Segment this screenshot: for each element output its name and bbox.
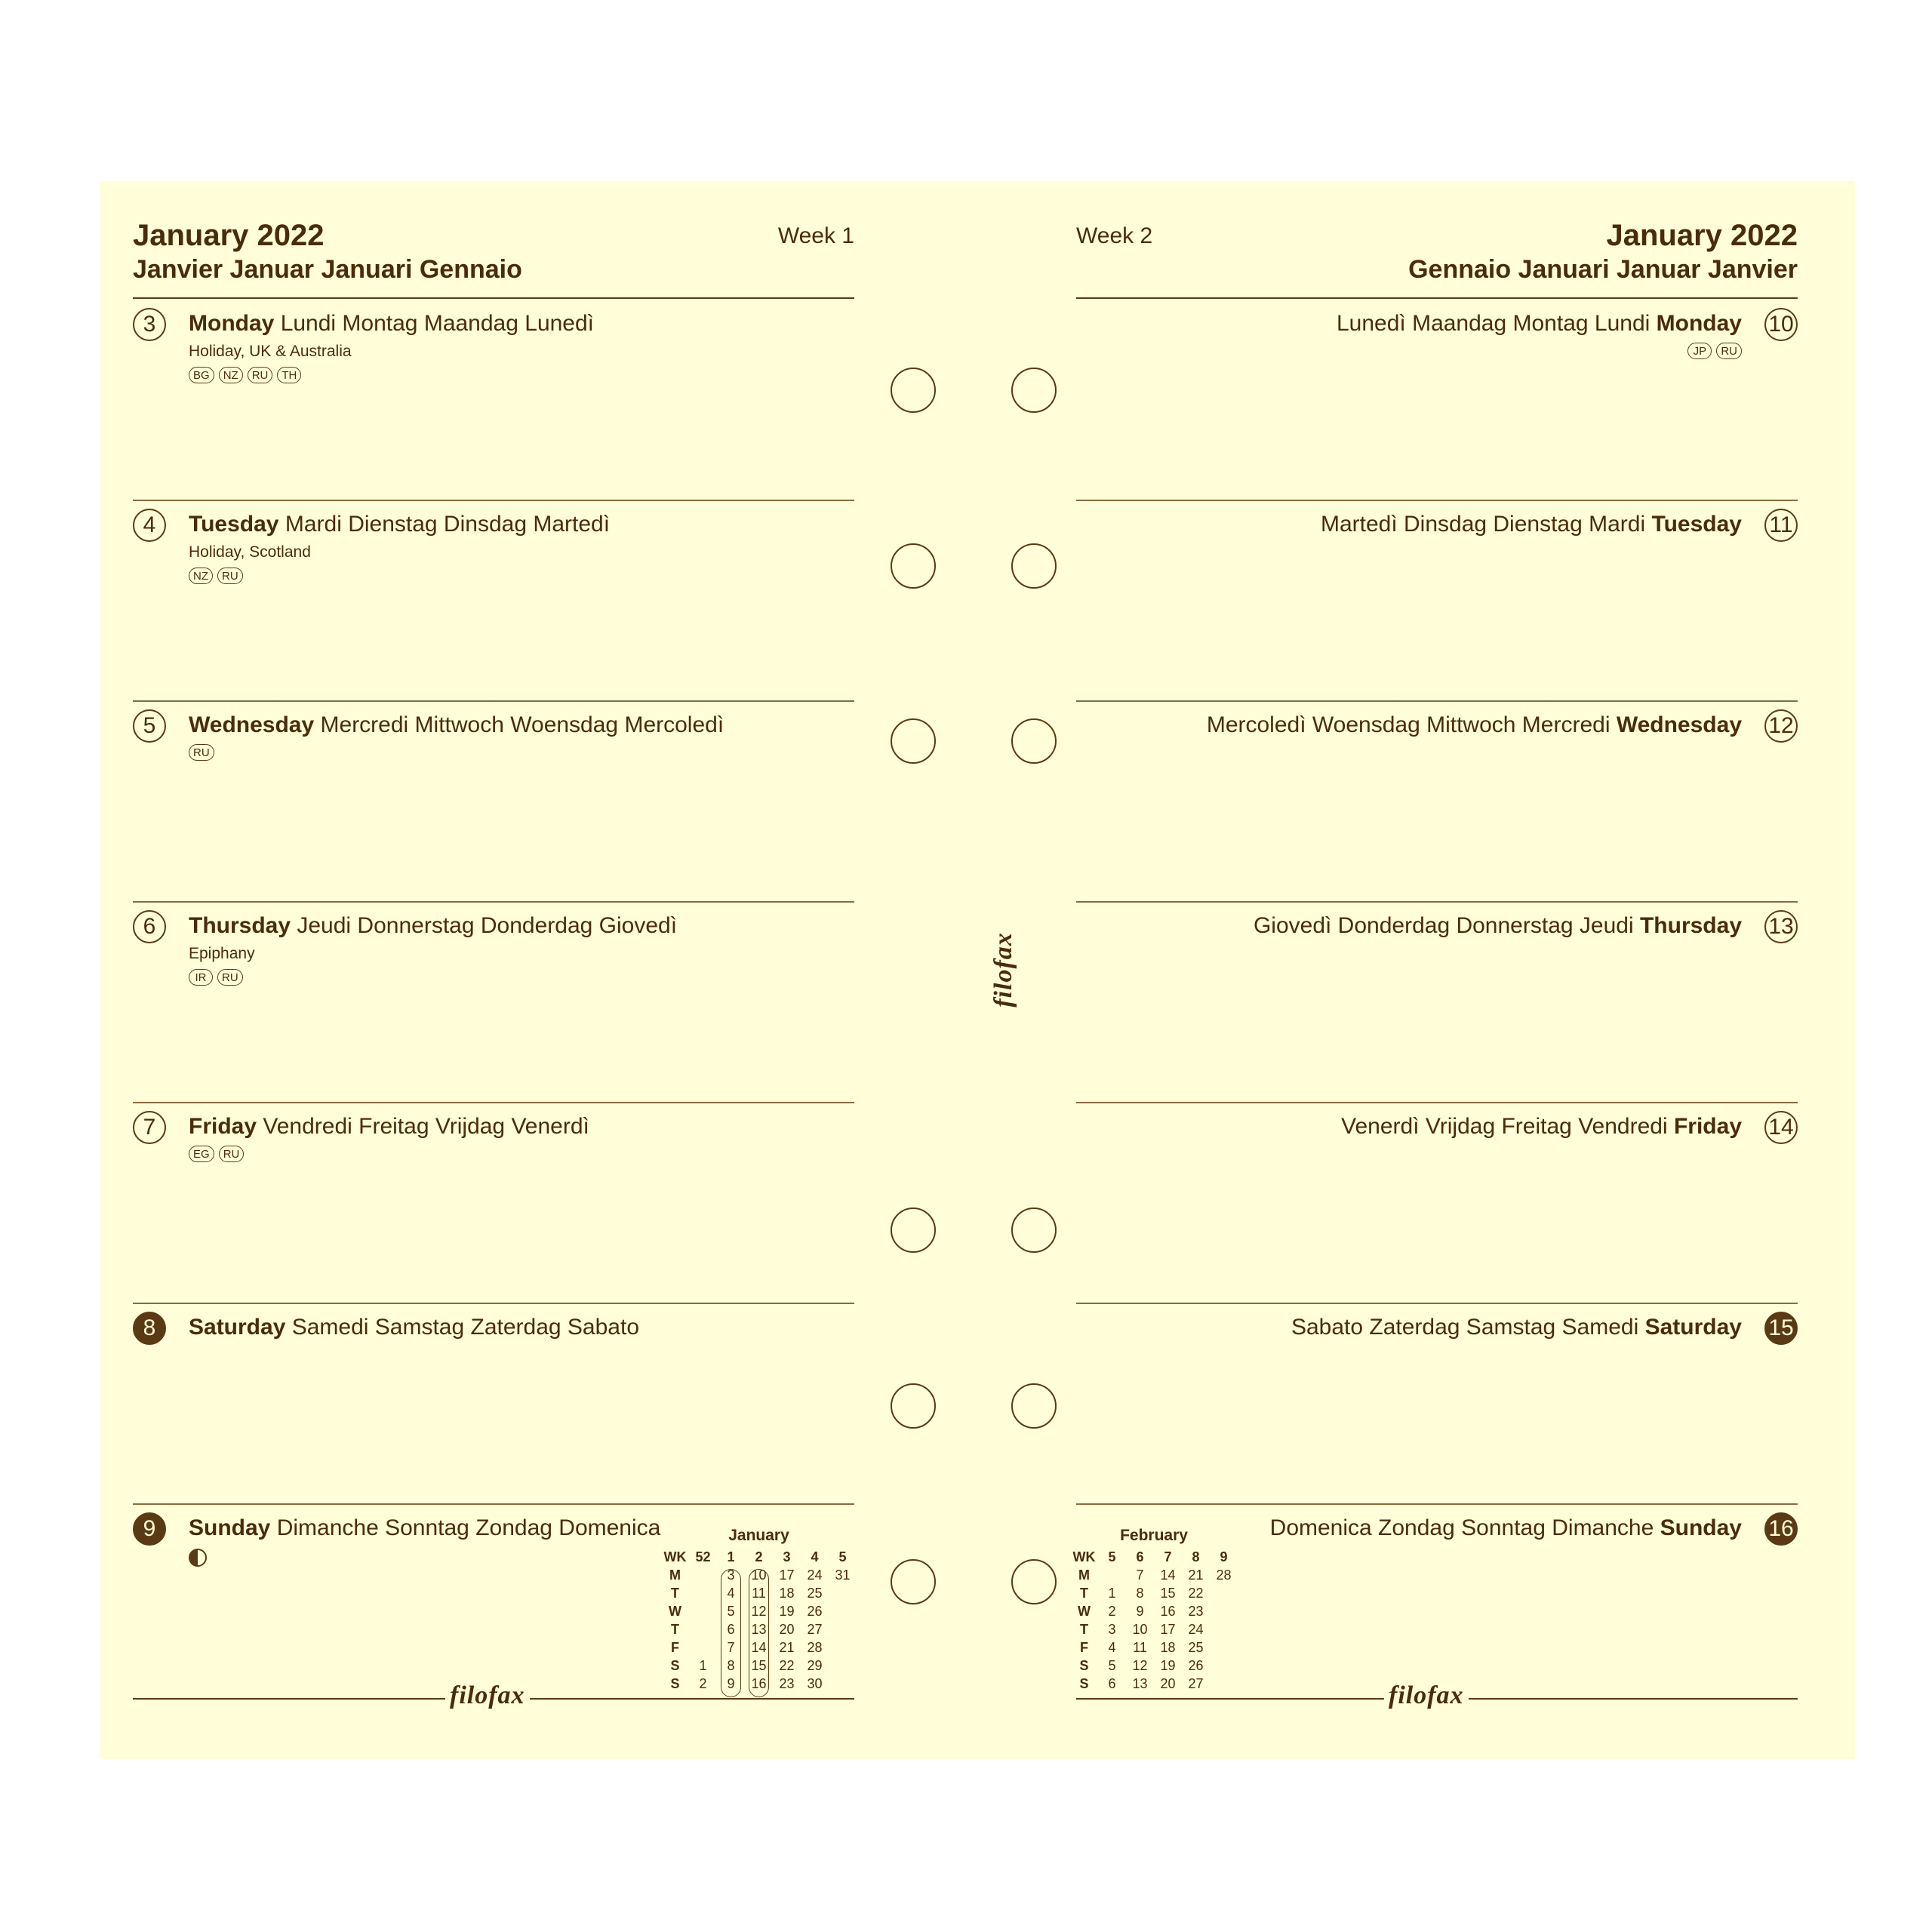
day-rule — [1076, 1503, 1798, 1505]
day-rule — [133, 500, 854, 501]
mini-date: 12 — [1132, 1658, 1148, 1673]
mini-date: 14 — [1160, 1567, 1176, 1583]
mini-date: 2 — [699, 1676, 707, 1691]
day-name: Sunday — [1660, 1515, 1742, 1540]
mini-date: 14 — [751, 1640, 767, 1655]
day-translations: Samedi Samstag Zaterdag Sabato — [291, 1315, 640, 1340]
current-week-highlight — [749, 1569, 769, 1697]
mini-week-number: 2 — [755, 1549, 763, 1564]
day-rule — [133, 1102, 854, 1103]
mini-date — [829, 1638, 857, 1657]
mini-date: 20 — [779, 1622, 795, 1637]
country-badges — [189, 1146, 244, 1162]
mini-weekday-label: S — [670, 1676, 680, 1691]
holiday-note: Epiphany — [189, 945, 255, 962]
mini-date: 22 — [779, 1658, 795, 1673]
day-name-line — [189, 1515, 660, 1541]
day-name-line — [189, 712, 724, 738]
mini-date: 13 — [751, 1622, 767, 1637]
day-rule — [1076, 700, 1798, 702]
mini-date — [1210, 1675, 1238, 1693]
mini-calendar-row — [1070, 1566, 1238, 1584]
binder-hole — [1011, 718, 1057, 764]
mini-calendar-header — [1070, 1548, 1238, 1566]
day-translations: Venerdì Vrijdag Freitag Vendredi — [1341, 1114, 1668, 1139]
mini-calendar-grid — [661, 1548, 857, 1693]
mini-date: 22 — [1188, 1586, 1204, 1601]
day-name: Friday — [1673, 1114, 1742, 1139]
day-number: 5 — [133, 709, 166, 743]
day-name-line — [1254, 913, 1742, 939]
day-translations: Vendredi Freitag Vrijdag Venerdì — [263, 1114, 589, 1139]
mini-week-number: 9 — [1220, 1549, 1228, 1564]
country-badges — [189, 367, 301, 383]
binder-hole — [891, 1208, 936, 1253]
binder-hole — [1011, 1383, 1057, 1429]
mini-date — [689, 1566, 717, 1584]
left-mini-calendar — [661, 1527, 857, 1693]
country-badge: TH — [277, 367, 301, 383]
mini-date — [829, 1584, 857, 1602]
left-day-wednesday — [133, 700, 854, 901]
mini-date — [1210, 1638, 1238, 1657]
mini-date — [1210, 1620, 1238, 1638]
binder-hole — [1011, 1208, 1057, 1253]
day-rule — [133, 1503, 854, 1505]
mini-week-number: WK — [1072, 1549, 1096, 1564]
day-number: 9 — [133, 1512, 166, 1546]
day-name-line — [189, 1315, 639, 1340]
binder-hole — [891, 718, 936, 764]
mini-date: 2 — [1108, 1604, 1116, 1619]
mini-date — [829, 1602, 857, 1620]
day-translations: Dimanche Sonntag Zondag Domenica — [276, 1515, 661, 1540]
mini-date: 18 — [1160, 1640, 1176, 1655]
mini-date — [829, 1620, 857, 1638]
day-name-line — [189, 1114, 589, 1140]
mini-date: 15 — [751, 1658, 767, 1673]
day-number: 4 — [133, 509, 166, 542]
day-name: Monday — [1656, 311, 1742, 336]
mini-date: 10 — [1132, 1622, 1148, 1637]
mini-calendar-row — [1070, 1638, 1238, 1657]
right-day-monday — [1076, 299, 1798, 500]
left-day-thursday — [133, 901, 854, 1102]
mini-date: 16 — [751, 1676, 767, 1691]
mini-date — [829, 1657, 857, 1675]
mini-date: 11 — [1133, 1640, 1147, 1655]
mini-week-number: 7 — [1164, 1549, 1172, 1564]
day-name: Wednesday — [1616, 712, 1742, 737]
mini-week-number: 1 — [727, 1549, 735, 1564]
day-rule — [1076, 901, 1798, 903]
mini-date: 9 — [727, 1676, 735, 1691]
day-translations: Domenica Zondag Sonntag Dimanche — [1269, 1515, 1654, 1540]
country-badge: RU — [219, 1146, 245, 1162]
day-translations: Giovedì Donderdag Donnerstag Jeudi — [1253, 913, 1634, 938]
day-name-line — [189, 512, 610, 537]
day-name: Friday — [189, 1114, 257, 1139]
left-month-title: January 2022 — [133, 219, 325, 252]
mini-calendar-grid — [1070, 1548, 1238, 1693]
day-name: Sunday — [189, 1515, 271, 1540]
day-name: Tuesday — [189, 512, 279, 537]
day-name: Wednesday — [189, 712, 315, 737]
day-translations: Mercredi Mittwoch Woensdag Mercoledì — [320, 712, 724, 737]
day-name: Saturday — [1644, 1315, 1742, 1340]
mini-date: 19 — [779, 1604, 795, 1619]
mini-date: 7 — [1136, 1567, 1144, 1583]
binder-hole — [1011, 368, 1057, 413]
mini-week-number: 5 — [838, 1549, 847, 1564]
day-number: 10 — [1764, 308, 1798, 341]
country-badge: RU — [248, 367, 273, 383]
mini-date: 10 — [751, 1567, 767, 1583]
mini-calendar-title: January — [728, 1527, 789, 1544]
mini-date: 24 — [1188, 1622, 1204, 1637]
country-badge: RU — [189, 744, 214, 761]
day-translations: Martedì Dinsdag Dienstag Mardi — [1320, 512, 1646, 537]
day-rule — [133, 901, 854, 903]
country-badge: EG — [189, 1146, 214, 1162]
mini-date: 25 — [807, 1586, 823, 1601]
right-day-thursday — [1076, 901, 1798, 1102]
mini-calendar-header — [661, 1548, 857, 1566]
mini-date: 23 — [779, 1676, 795, 1691]
mini-date: 1 — [1108, 1586, 1116, 1601]
mini-weekday-label: T — [671, 1622, 679, 1637]
day-translations: Mardi Dienstag Dinsdag Martedì — [285, 512, 611, 537]
country-badge: JP — [1687, 343, 1712, 359]
mini-date: 12 — [751, 1604, 767, 1619]
mini-date — [1210, 1657, 1238, 1675]
mini-date — [1210, 1602, 1238, 1620]
country-badges — [189, 568, 243, 584]
binder-hole — [1011, 543, 1057, 589]
mini-weekday-label: M — [1078, 1567, 1090, 1583]
mini-date — [829, 1675, 857, 1693]
mini-week-number: 4 — [811, 1549, 819, 1564]
day-name-line — [189, 913, 677, 939]
right-footer-logo: filofax — [1384, 1681, 1469, 1710]
right-page — [1072, 181, 1798, 1759]
mini-date — [689, 1620, 717, 1638]
right-month-title: January 2022 — [1606, 219, 1798, 252]
mini-weekday-label: W — [669, 1604, 681, 1619]
day-number: 13 — [1764, 910, 1798, 943]
holiday-note: Holiday, UK & Australia — [189, 343, 352, 360]
mini-date: 26 — [1188, 1658, 1204, 1673]
mini-date — [689, 1638, 717, 1657]
right-day-tuesday — [1076, 500, 1798, 700]
country-badges — [189, 744, 214, 761]
mini-week-number: 8 — [1192, 1549, 1200, 1564]
left-footer-logo: filofax — [445, 1681, 530, 1710]
day-number: 6 — [133, 910, 166, 943]
mini-week-number: WK — [663, 1549, 687, 1564]
mini-date — [1210, 1584, 1238, 1602]
mini-date: 17 — [1160, 1622, 1176, 1637]
mini-date: 28 — [807, 1640, 823, 1655]
mini-date — [689, 1584, 717, 1602]
country-badge: RU — [217, 969, 243, 986]
mini-date: 4 — [727, 1586, 735, 1601]
country-badge: NZ — [219, 367, 243, 383]
mini-date: 8 — [727, 1658, 735, 1673]
current-week-highlight — [721, 1569, 741, 1697]
mini-date: 19 — [1160, 1658, 1176, 1673]
right-mini-calendar — [1070, 1527, 1238, 1693]
mini-date: 26 — [807, 1604, 823, 1619]
day-rule — [1076, 1102, 1798, 1103]
left-day-monday — [133, 299, 854, 500]
right-month-translations: Gennaio Januari Januar Janvier — [1408, 255, 1798, 284]
day-number: 14 — [1764, 1111, 1798, 1144]
mini-weekday-label: T — [1080, 1622, 1088, 1637]
day-rule — [1076, 1303, 1798, 1304]
mini-date: 25 — [1188, 1640, 1204, 1655]
mini-date: 9 — [1136, 1604, 1144, 1619]
mini-weekday-label: T — [1080, 1586, 1088, 1601]
mini-weekday-label: M — [669, 1567, 681, 1583]
mini-week-number: 6 — [1136, 1549, 1144, 1564]
holiday-note: Holiday, Scotland — [189, 543, 311, 561]
mini-date: 5 — [727, 1604, 735, 1619]
mini-date: 21 — [1188, 1567, 1204, 1583]
day-translations: Lundi Montag Maandag Lunedì — [280, 311, 595, 336]
mini-date: 11 — [752, 1586, 766, 1601]
day-name: Tuesday — [1651, 512, 1742, 537]
left-day-friday — [133, 1102, 854, 1303]
mini-weekday-label: S — [1079, 1658, 1089, 1673]
day-name-line — [189, 311, 594, 337]
mini-date: 6 — [1108, 1676, 1116, 1691]
day-number: 7 — [133, 1111, 166, 1144]
left-month-translations: Janvier Januar Januari Gennaio — [133, 255, 522, 284]
mini-calendar-row — [1070, 1602, 1238, 1620]
mini-date: 16 — [1160, 1604, 1176, 1619]
mini-date: 7 — [727, 1640, 735, 1655]
mini-weekday-label: T — [671, 1586, 679, 1601]
binder-hole — [891, 1383, 936, 1429]
moon-phase-icon — [189, 1549, 207, 1567]
mini-weekday-label: S — [670, 1658, 680, 1673]
binder-hole — [891, 368, 936, 413]
right-day-saturday — [1076, 1303, 1798, 1503]
mini-date: 17 — [779, 1567, 795, 1583]
mini-calendar-title: February — [1120, 1527, 1188, 1544]
mini-date: 8 — [1136, 1586, 1144, 1601]
left-week-label: Week 1 — [777, 223, 854, 248]
mini-date: 15 — [1160, 1586, 1176, 1601]
country-badge: NZ — [189, 568, 213, 584]
day-number: 12 — [1764, 709, 1798, 743]
country-badge: RU — [1716, 343, 1742, 359]
day-number: 3 — [133, 308, 166, 341]
mini-date: 24 — [807, 1567, 823, 1583]
day-rule — [133, 700, 854, 702]
day-translations: Sabato Zaterdag Samstag Samedi — [1291, 1315, 1639, 1340]
mini-date: 20 — [1160, 1676, 1176, 1691]
binder-hole — [891, 543, 936, 589]
mini-date: 1 — [699, 1658, 707, 1673]
mini-date: 28 — [1216, 1567, 1232, 1583]
day-rule — [1076, 500, 1798, 501]
right-day-friday — [1076, 1102, 1798, 1303]
day-name-line — [1337, 311, 1742, 337]
mini-date: 13 — [1132, 1676, 1148, 1691]
mini-date: 31 — [835, 1567, 851, 1583]
right-week-label: Week 2 — [1076, 223, 1153, 248]
day-name: Thursday — [189, 913, 291, 938]
day-translations: Jeudi Donnerstag Donderdag Giovedì — [297, 913, 678, 938]
right-day-wednesday — [1076, 700, 1798, 901]
day-name-line — [1291, 1315, 1742, 1340]
country-badge: BG — [189, 367, 214, 383]
mini-date: 4 — [1108, 1640, 1116, 1655]
day-number: 11 — [1764, 509, 1798, 542]
mini-calendar-row — [1070, 1675, 1238, 1693]
day-name-line — [1207, 712, 1742, 738]
binder-hole — [1011, 1559, 1057, 1604]
country-badge: RU — [217, 568, 243, 584]
day-name-line — [1270, 1515, 1742, 1541]
left-page — [133, 181, 854, 1759]
spine-logo: filofax — [989, 932, 1017, 1008]
day-number: 16 — [1764, 1512, 1798, 1546]
mini-date — [689, 1602, 717, 1620]
day-translations: Lunedì Maandag Montag Lundi — [1336, 311, 1651, 336]
day-number: 8 — [133, 1312, 166, 1345]
mini-date: 23 — [1188, 1604, 1204, 1619]
mini-date: 18 — [779, 1586, 795, 1601]
country-badges — [1687, 343, 1742, 359]
mini-week-number: 3 — [783, 1549, 791, 1564]
mini-calendar-row — [1070, 1657, 1238, 1675]
mini-date: 6 — [727, 1622, 735, 1637]
mini-date: 3 — [1108, 1622, 1116, 1637]
day-name: Thursday — [1639, 913, 1742, 938]
mini-date: 27 — [807, 1622, 823, 1637]
mini-calendar-row — [1070, 1620, 1238, 1638]
mini-date: 21 — [779, 1640, 795, 1655]
mini-date: 3 — [727, 1567, 735, 1583]
mini-date: 30 — [807, 1676, 823, 1691]
day-translations: Mercoledì Woensdag Mittwoch Mercredi — [1206, 712, 1611, 737]
country-badge: IR — [189, 969, 213, 986]
mini-weekday-label: W — [1078, 1604, 1091, 1619]
mini-date — [1098, 1566, 1126, 1584]
day-name: Monday — [189, 311, 275, 336]
day-name-line — [1321, 512, 1742, 537]
day-rule — [133, 1303, 854, 1304]
day-number: 15 — [1764, 1312, 1798, 1345]
binder-hole — [891, 1559, 936, 1604]
country-badges — [189, 969, 243, 986]
mini-week-number: 5 — [1108, 1549, 1116, 1564]
mini-calendar-row — [1070, 1584, 1238, 1602]
mini-date: 27 — [1188, 1676, 1204, 1691]
mini-weekday-label: F — [1080, 1640, 1088, 1655]
day-name-line — [1341, 1114, 1742, 1140]
mini-date: 29 — [807, 1658, 823, 1673]
mini-week-number: 52 — [695, 1549, 711, 1564]
left-day-tuesday — [133, 500, 854, 700]
day-name: Saturday — [189, 1315, 286, 1340]
mini-weekday-label: S — [1079, 1676, 1089, 1691]
mini-weekday-label: F — [671, 1640, 679, 1655]
left-day-saturday — [133, 1303, 854, 1503]
mini-date: 5 — [1108, 1658, 1116, 1673]
